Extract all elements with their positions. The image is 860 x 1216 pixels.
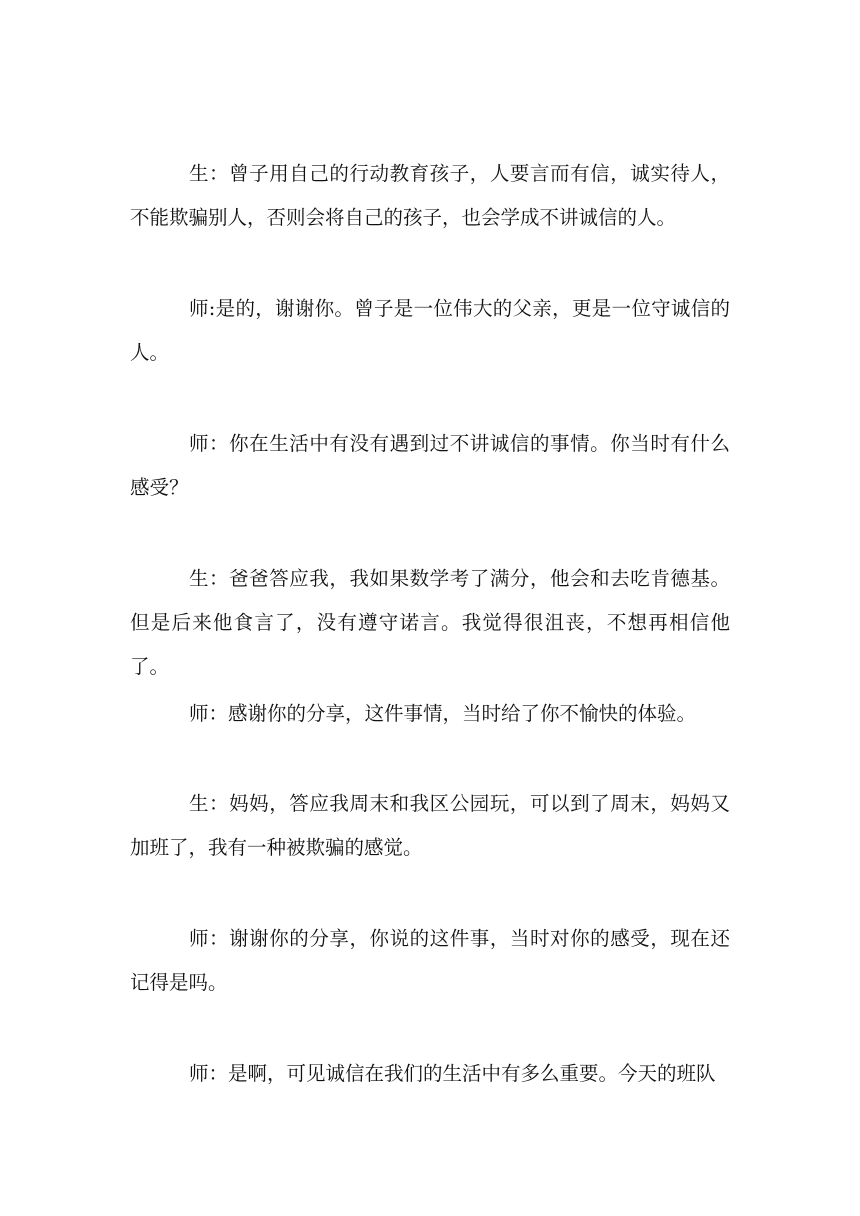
paragraph-8: 师：是啊，可见诚信在我们的生活中有多么重要。今天的班队 bbox=[189, 1062, 716, 1085]
paragraph-1: 生：曾子用自己的行动教育孩子，人要言而有信，诚实待人，不能欺骗别人，否则会将自己的孩子，也会学成不讲诚信的人。 bbox=[130, 162, 730, 229]
paragraph-6: 生：妈妈，答应我周末和我区公园玩，可以到了周末，妈妈又加班了，我有一种被欺骗的感觉。 bbox=[130, 792, 730, 859]
paragraph-2: 师:是的，谢谢你。曾子是一位伟大的父亲，更是一位守诚信的人。 bbox=[130, 297, 730, 364]
paragraph-7: 师：谢谢你的分享，你说的这件事，当时对你的感受，现在还记得是吗。 bbox=[130, 927, 730, 994]
paragraph-5: 师：感谢你的分享，这件事情，当时给了你不愉快的体验。 bbox=[189, 702, 697, 725]
paragraph-3: 师：你在生活中有没有遇到过不讲诚信的事情。你当时有什么感受？ bbox=[130, 432, 730, 499]
paragraph-4: 生：爸爸答应我，我如果数学考了满分，他会和去吃肯德基。但是后来他食言了，没有遵守诺言。我觉得很沮丧，不想再相信他了。 bbox=[130, 567, 730, 678]
